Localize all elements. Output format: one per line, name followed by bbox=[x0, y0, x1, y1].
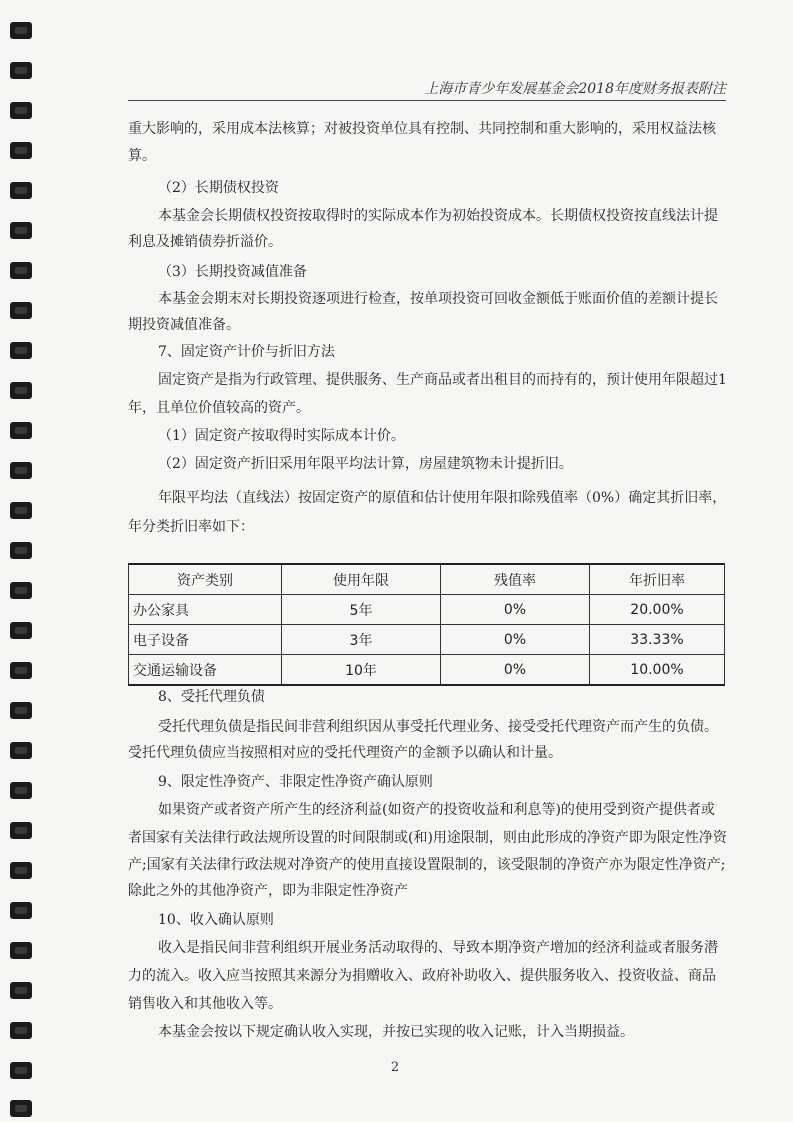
table-row bbox=[129, 625, 725, 655]
paragraph-line: 利息及摊销债券折溢价。 bbox=[128, 234, 282, 250]
binding-strip bbox=[10, 0, 34, 1122]
table-header-cell: 年折旧率 bbox=[590, 564, 725, 595]
table-cell: 办公家具 bbox=[129, 595, 282, 625]
table-row bbox=[129, 655, 725, 686]
table-row bbox=[129, 595, 725, 625]
table-cell: 10年 bbox=[282, 655, 441, 686]
table-cell: 5年 bbox=[282, 595, 441, 625]
paragraph-line: 期投资减值准备。 bbox=[128, 317, 240, 333]
table-cell: 20.00% bbox=[590, 595, 725, 625]
paragraph-line: （2）固定资产折旧采用年限平均法计算，房屋建筑物未计提折旧。 bbox=[158, 456, 573, 472]
table-cell: 0% bbox=[441, 655, 590, 686]
paragraph-line: 除此之外的其他净资产，即为非限定性净资产 bbox=[128, 883, 408, 899]
table-cell: 33.33% bbox=[590, 625, 725, 655]
table-cell: 0% bbox=[441, 595, 590, 625]
table-cell: 交通运输设备 bbox=[129, 655, 282, 686]
paragraph-line: 重大影响的，采用成本法核算；对被投资单位具有控制、共同控制和重大影响的，采用权益法核 bbox=[128, 121, 716, 137]
table-header-row bbox=[129, 564, 725, 595]
paragraph-line: 算。 bbox=[128, 148, 156, 164]
paragraph-line: 年，且单位价值较高的资产。 bbox=[128, 400, 310, 416]
page-number: 2 bbox=[390, 1060, 400, 1075]
table-header-cell: 残值率 bbox=[441, 564, 590, 595]
paragraph-line: 本基金会期末对长期投资逐项进行检查，按单项投资可回收金额低于账面价值的差额计提长 bbox=[158, 291, 718, 307]
section-heading: 7、固定资产计价与折旧方法 bbox=[158, 344, 335, 360]
paragraph-line: 力的流入。收入应当按照其来源分为捐赠收入、政府补助收入、提供服务收入、投资收益、商品 bbox=[128, 968, 716, 984]
paragraph-line: （1）固定资产按取得时实际成本计价。 bbox=[158, 428, 405, 444]
page-header: 上海市青少年发展基金会2018年度财务报表附注 bbox=[128, 80, 726, 101]
paragraph-line: 本基金会按以下规定确认收入实现，并按已实现的收入记账，计入当期损益。 bbox=[158, 1024, 634, 1040]
table-cell: 电子设备 bbox=[129, 625, 282, 655]
table-cell: 0% bbox=[441, 625, 590, 655]
section-heading: （3）长期投资减值准备 bbox=[158, 264, 307, 280]
paragraph-line: 受托代理负债是指民间非营利组织因从事受托代理业务、接受受托代理资产而产生的负债。 bbox=[158, 719, 718, 735]
paragraph-line: 固定资产是指为行政管理、提供服务、生产商品或者出租目的而持有的，预计使用年限超过1 bbox=[158, 372, 727, 388]
paragraph-line: 本基金会长期债权投资按取得时的实际成本作为初始投资成本。长期债权投资按直线法计提 bbox=[158, 208, 718, 224]
paragraph-line: 产;国家有关法律行政法规对净资产的使用直接设置限制的，该受限制的净资产亦为限定性净资产; bbox=[128, 857, 726, 873]
depreciation-table bbox=[128, 563, 725, 686]
paragraph-line: 者国家有关法律行政法规所设置的时间限制或(和)用途限制，则由此形成的净资产即为限定性净资 bbox=[128, 830, 727, 846]
paragraph-line: 年限平均法（直线法）按固定资产的原值和估计使用年限扣除残值率（0%）确定其折旧率， bbox=[158, 490, 727, 506]
paragraph-line: 如果资产或者资产所产生的经济利益(如资产的投资收益和利息等)的使用受到资产提供者或 bbox=[158, 802, 715, 818]
table-header-cell: 资产类别 bbox=[129, 564, 282, 595]
section-heading: 8、受托代理负债 bbox=[158, 689, 265, 705]
paragraph-line: 年分类折旧率如下： bbox=[128, 519, 254, 535]
section-heading: （2）长期债权投资 bbox=[158, 180, 279, 196]
table-header-cell: 使用年限 bbox=[282, 564, 441, 595]
table-cell: 10.00% bbox=[590, 655, 725, 686]
paragraph-line: 销售收入和其他收入等。 bbox=[128, 996, 282, 1012]
paragraph-line: 受托代理负债应当按照相对应的受托代理资产的金额予以确认和计量。 bbox=[128, 745, 562, 761]
paragraph-line: 收入是指民间非营利组织开展业务活动取得的、导致本期净资产增加的经济利益或者服务潜 bbox=[158, 940, 718, 956]
table-cell: 3年 bbox=[282, 625, 441, 655]
section-heading: 9、限定性净资产、非限定性净资产确认原则 bbox=[158, 774, 433, 790]
section-heading: 10、收入确认原则 bbox=[158, 912, 274, 928]
